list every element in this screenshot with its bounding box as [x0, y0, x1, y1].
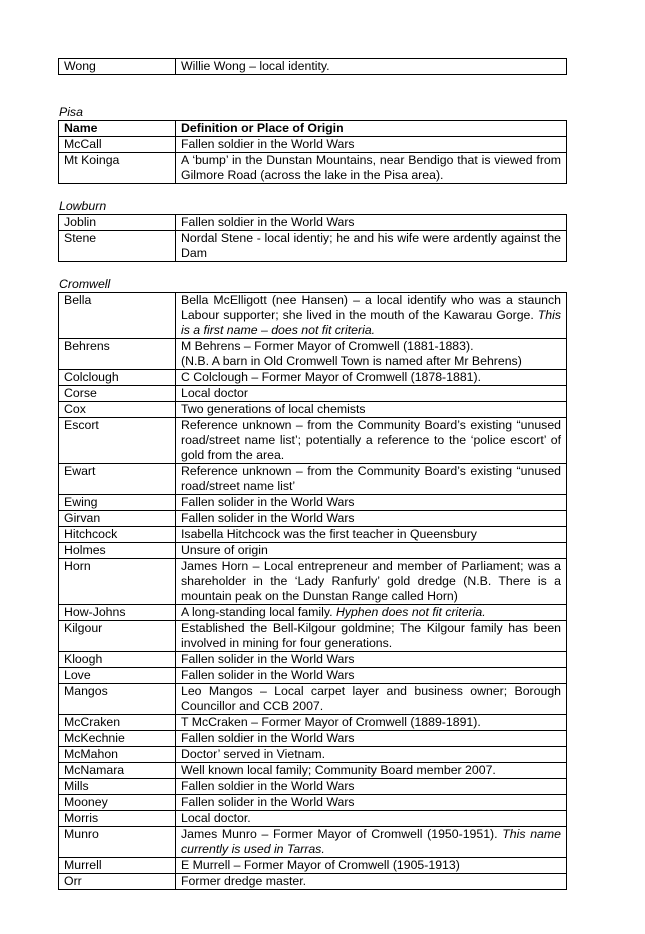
- definition-text: Fallen solider in the World Wars: [181, 495, 355, 509]
- table-row: [59, 858, 567, 874]
- table-row: [59, 59, 567, 75]
- definition-text: Leo Mangos – Local carpet layer and business owner; Borough Councillor and CCB 2007.: [181, 684, 561, 713]
- definition-text: T McCraken – Former Mayor of Cromwell (1889-1891).: [181, 715, 481, 729]
- table-row: [59, 543, 567, 559]
- row-name: Holmes: [59, 543, 176, 559]
- definition-text: Former dredge master.: [181, 874, 307, 888]
- row-name: Mangos: [59, 684, 176, 715]
- table-row: [59, 231, 567, 262]
- definition-text: Fallen solider in the World Wars: [181, 652, 355, 666]
- table-row: [59, 511, 567, 527]
- definition-text: A long-standing local family.: [181, 605, 336, 619]
- continued-table-body: [59, 59, 567, 75]
- row-name: Mills: [59, 779, 176, 795]
- row-definition: [176, 231, 567, 262]
- definition-text: Doctor’ served in Vietnam.: [181, 747, 325, 761]
- table-row: [59, 402, 567, 418]
- row-definition: [176, 153, 567, 184]
- row-name: How-Johns: [59, 605, 176, 621]
- row-name: McKechnie: [59, 731, 176, 747]
- row-definition: [176, 370, 567, 386]
- section-pisa: [58, 105, 566, 184]
- table-row: [59, 137, 567, 153]
- table-row: [59, 153, 567, 184]
- definition-text: Willie Wong – local identity.: [181, 59, 330, 73]
- definition-note: Hyphen does not fit criteria.: [335, 605, 486, 619]
- continued-table: [58, 58, 567, 75]
- pisa-table: [58, 120, 567, 184]
- row-definition: [176, 795, 567, 811]
- definition-text: Local doctor: [181, 386, 248, 400]
- row-definition: [176, 779, 567, 795]
- row-name: Kloogh: [59, 652, 176, 668]
- row-name: Stene: [59, 231, 176, 262]
- table-row: [59, 874, 567, 890]
- definition-note: This name currently is used in Tarras.: [181, 827, 561, 856]
- definition-text: Unsure of origin: [181, 543, 268, 557]
- row-definition: [176, 668, 567, 684]
- definition-text: Well known local family; Community Board member 2007.: [181, 763, 496, 777]
- table-row: [59, 763, 567, 779]
- row-definition: [176, 827, 567, 858]
- definition-text: (N.B. A barn in Old Cromwell Town is named after Mr Behrens): [181, 354, 522, 368]
- definition-text: Fallen solider in the World Wars: [181, 511, 355, 525]
- table-row: [59, 527, 567, 543]
- table-row: [59, 339, 567, 370]
- table-row: [59, 779, 567, 795]
- definition-note: This is a first name – does not fit criteria.: [181, 308, 561, 337]
- table-row: [59, 811, 567, 827]
- row-definition: [176, 559, 567, 605]
- section-heading-pisa: Pisa: [59, 105, 83, 119]
- lowburn-table: [58, 214, 567, 262]
- table-header-row: [59, 121, 567, 137]
- section-cromwell: [58, 277, 566, 890]
- definition-text: Bella McElligott (nee Hansen) – a local identify who was a staunch Labour supporter; she lived in the mouth of the Kawarau Gorge.: [181, 293, 561, 322]
- definition-text: Fallen solider in the World Wars: [181, 795, 355, 809]
- cromwell-table: [58, 292, 567, 890]
- table-row: [59, 370, 567, 386]
- definition-text: Reference unknown – from the Community Board’s existing “unused road/street name list’; potentially a reference to the ‘police escort’ of gold from the area.: [181, 418, 561, 462]
- definition-text: James Munro – Former Mayor of Cromwell (1950-1951).: [181, 827, 503, 841]
- row-definition: [176, 652, 567, 668]
- table-row: [59, 731, 567, 747]
- definition-text: C Colclough – Former Mayor of Cromwell (1878-1881).: [181, 370, 482, 384]
- definition-text: Fallen soldier in the World Wars: [181, 779, 355, 793]
- header-name: Name: [59, 121, 176, 137]
- definition-text: Reference unknown – from the Community Board’s existing “unused road/street name list’: [181, 464, 561, 493]
- definition-text: Fallen soldier in the World Wars: [181, 731, 355, 745]
- table-row: [59, 559, 567, 605]
- table-row: [59, 652, 567, 668]
- row-definition: [176, 511, 567, 527]
- row-definition: [176, 137, 567, 153]
- lowburn-table-body: [59, 215, 567, 262]
- row-name: Kilgour: [59, 621, 176, 652]
- row-name: McCall: [59, 137, 176, 153]
- table-row: [59, 605, 567, 621]
- row-name: Corse: [59, 386, 176, 402]
- row-definition: [176, 715, 567, 731]
- table-row: [59, 684, 567, 715]
- row-name: Girvan: [59, 511, 176, 527]
- row-definition: [176, 215, 567, 231]
- row-name: Munro: [59, 827, 176, 858]
- section-lowburn: [58, 199, 566, 262]
- row-definition: [176, 874, 567, 890]
- row-name: Ewart: [59, 464, 176, 495]
- table-row: [59, 464, 567, 495]
- row-definition: [176, 339, 567, 370]
- section-heading-lowburn: Lowburn: [59, 199, 107, 213]
- row-name: McCraken: [59, 715, 176, 731]
- row-name: Orr: [59, 874, 176, 890]
- table-row: [59, 293, 567, 339]
- definition-text: Nordal Stene - local identiy; he and his wife were ardently against the Dam: [181, 231, 561, 260]
- row-definition: [176, 543, 567, 559]
- table-row: [59, 668, 567, 684]
- row-definition: [176, 418, 567, 464]
- definition-text: Isabella Hitchcock was the first teacher in Queensbury: [181, 527, 477, 541]
- definition-text: M Behrens – Former Mayor of Cromwell (1881-1883).: [181, 339, 474, 353]
- row-definition: [176, 402, 567, 418]
- row-name: Behrens: [59, 339, 176, 370]
- definition-text: Fallen soldier in the World Wars: [181, 137, 355, 151]
- row-definition: [176, 811, 567, 827]
- row-definition: [176, 495, 567, 511]
- row-name: Cox: [59, 402, 176, 418]
- header-definition: Definition or Place of Origin: [176, 121, 567, 137]
- row-definition: [176, 858, 567, 874]
- table-row: [59, 386, 567, 402]
- row-name: Mooney: [59, 795, 176, 811]
- definition-text: Fallen solider in the World Wars: [181, 668, 355, 682]
- row-name: McNamara: [59, 763, 176, 779]
- row-name: Mt Koinga: [59, 153, 176, 184]
- row-name: Bella: [59, 293, 176, 339]
- section-heading-cromwell: Cromwell: [59, 277, 111, 291]
- row-name: Hitchcock: [59, 527, 176, 543]
- definition-text: Fallen soldier in the World Wars: [181, 215, 355, 229]
- row-name: Ewing: [59, 495, 176, 511]
- row-name: Wong: [59, 59, 176, 75]
- definition-text: A ‘bump’ in the Dunstan Mountains, near Bendigo that is viewed from Gilmore Road (across the lake in the Pisa area).: [181, 153, 561, 182]
- row-definition: [176, 386, 567, 402]
- row-definition: [176, 527, 567, 543]
- row-definition: [176, 621, 567, 652]
- row-definition: [176, 747, 567, 763]
- definition-text: E Murrell – Former Mayor of Cromwell (1905-1913): [181, 858, 460, 872]
- row-definition: [176, 605, 567, 621]
- definition-text: Local doctor.: [181, 811, 251, 825]
- table-row: [59, 495, 567, 511]
- table-row: [59, 747, 567, 763]
- definition-text: Established the Bell-Kilgour goldmine; The Kilgour family has been involved in mining for four generations.: [181, 621, 561, 650]
- table-row: [59, 795, 567, 811]
- row-definition: [176, 59, 567, 75]
- cromwell-table-body: [59, 293, 567, 890]
- row-definition: [176, 684, 567, 715]
- table-row: [59, 621, 567, 652]
- row-name: Escort: [59, 418, 176, 464]
- row-name: Joblin: [59, 215, 176, 231]
- definition-text: James Horn – Local entrepreneur and member of Parliament; was a shareholder in the ‘Lady Ranfurly’ gold dredge (N.B. There is a mountain peak on the Dunstan Range called Horn): [181, 559, 561, 603]
- table-row: [59, 827, 567, 858]
- pisa-table-body: [59, 137, 567, 184]
- row-name: Love: [59, 668, 176, 684]
- row-name: Colclough: [59, 370, 176, 386]
- row-name: Horn: [59, 559, 176, 605]
- row-name: Morris: [59, 811, 176, 827]
- row-name: Murrell: [59, 858, 176, 874]
- document-page: [58, 58, 566, 890]
- definition-text: Two generations of local chemists: [181, 402, 366, 416]
- row-definition: [176, 464, 567, 495]
- table-row: [59, 715, 567, 731]
- row-name: McMahon: [59, 747, 176, 763]
- row-definition: [176, 293, 567, 339]
- table-row: [59, 418, 567, 464]
- row-definition: [176, 731, 567, 747]
- table-row: [59, 215, 567, 231]
- row-definition: [176, 763, 567, 779]
